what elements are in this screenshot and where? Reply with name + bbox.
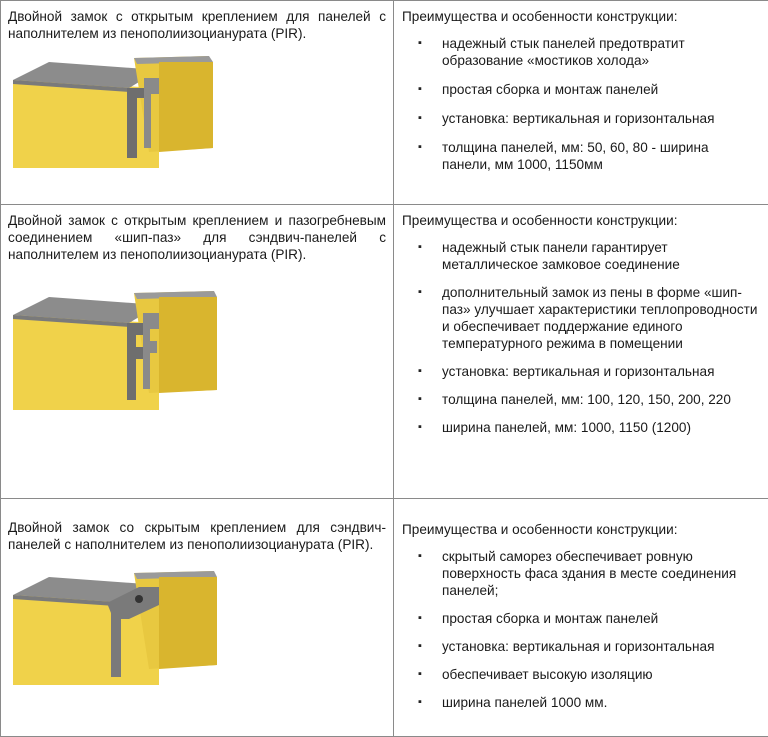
- list-item: ▪ ширина панелей, мм: 1000, 1150 (1200): [394, 419, 768, 436]
- row-1-features-list: [394, 35, 768, 173]
- row-2-left-cell: [1, 205, 394, 499]
- row-3-left-cell: [1, 499, 394, 737]
- list-item: ▪ установка: вертикальная и горизонтальная: [394, 110, 768, 127]
- list-item: ▪ установка: вертикальная и горизонтальная: [394, 638, 768, 655]
- row-1-features-heading: Преимущества и особенности конструкции:: [394, 1, 768, 25]
- sandwich-panel-tongue-groove-icon: [9, 285, 229, 410]
- row-3-features-heading: Преимущества и особенности конструкции:: [394, 499, 768, 538]
- row-1-description: Двойной замок с открытым креплением для панелей с наполнителем из пенополиизоцианурата (PIR).: [1, 1, 393, 42]
- row-2-right-cell: [394, 205, 768, 499]
- row-1-right-cell: [394, 1, 768, 205]
- list-item: ▪ толщина панелей, мм: 50, 60, 80 - ширина панели, мм 1000, 1150мм: [394, 139, 768, 173]
- list-item: ▪ простая сборка и монтаж панелей: [394, 81, 768, 98]
- table-row: [1, 1, 768, 205]
- sandwich-panel-hidden-lock-icon: [9, 565, 229, 685]
- list-item: ▪ дополнительный замок из пены в форме «шип-паз» улучшает характеристики теплопроводности и обеспечивает поддержание единого температурного режима в помещении: [394, 284, 768, 352]
- row-2-description: Двойной замок с открытым креплением и пазогребневым соединением «шип-паз» для сэндвич-панелей с наполнителем из пенополиизоцианурата (PIR).: [1, 205, 393, 263]
- row-1-left-cell: [1, 1, 394, 205]
- list-item: ▪ надежный стык панелей предотвратит образование «мостиков холода»: [394, 35, 768, 69]
- list-item: ▪ скрытый саморез обеспечивает ровную поверхность фаса здания в месте соединения панелей;: [394, 548, 768, 599]
- row-2-features-list: [394, 239, 768, 436]
- table-row: [1, 205, 768, 499]
- list-item: ▪ простая сборка и монтаж панелей: [394, 610, 768, 627]
- list-item: ▪ ширина панелей 1000 мм.: [394, 694, 768, 711]
- table-row: [1, 499, 768, 737]
- row-3-description: Двойной замок со скрытым креплением для сэндвич-панелей с наполнителем из пенополиизоцианурата (PIR).: [1, 499, 393, 553]
- row-2-features-heading: Преимущества и особенности конструкции:: [394, 205, 768, 229]
- list-item: ▪ надежный стык панели гарантирует металлическое замковое соединение: [394, 239, 768, 273]
- row-3-right-cell: [394, 499, 768, 737]
- list-item: ▪ толщина панелей, мм: 100, 120, 150, 200, 220: [394, 391, 768, 408]
- list-item: ▪ обеспечивает высокую изоляцию: [394, 666, 768, 683]
- list-item: ▪ установка: вертикальная и горизонтальная: [394, 363, 768, 380]
- sandwich-panel-open-lock-icon: [9, 48, 229, 168]
- row-3-features-list: [394, 548, 768, 711]
